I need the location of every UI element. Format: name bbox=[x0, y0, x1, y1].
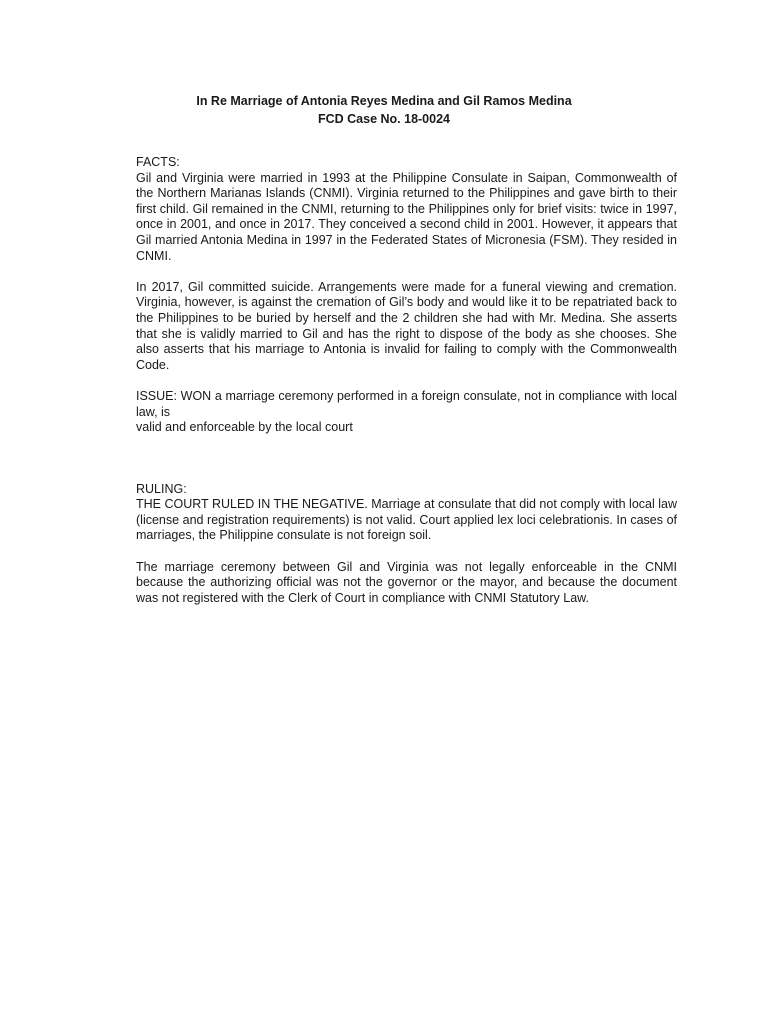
facts-paragraph-1: Gil and Virginia were married in 1993 at the Philippine Consulate in Saipan, Commonwealth of the Northern Marianas Islands (CNMI). Virginia returned to the Philippines and gave birth to their first child. Gil remained in the CNMI, returning to the Philippines only for brief visits: twice in 1997, once in 2001, and once in 2017. They conceived a second child in 2001. However, it appears that Gil married Antonia Medina in 1997 in the Federated States of Micronesia (FSM). They resided in CNMI. bbox=[136, 170, 677, 263]
facts-heading: FACTS: bbox=[136, 155, 180, 169]
document-title bbox=[0, 92, 768, 128]
facts-paragraph-2: In 2017, Gil committed suicide. Arrangements were made for a funeral viewing and cremation. Virginia, however, is against the cremation of Gil’s body and would like it to be repatriated back to the Philippines to be buried by herself and the 2 children she had with Mr. Medina. She asserts that she is validly married to Gil and has the right to dispose of the body as she chooses. She also asserts that his marriage to Antonia is invalid for failing to comply with the Commonwealth Code. bbox=[136, 279, 677, 372]
paragraph-spacer bbox=[136, 544, 677, 560]
ruling-heading: RULING: bbox=[136, 481, 187, 496]
paragraph-spacer bbox=[136, 373, 677, 389]
case-number: FCD Case No. 18-0024 bbox=[317, 112, 450, 126]
issue-paragraph: ISSUE: WON a marriage ceremony performed in a foreign consulate, not in compliance with local law, is bbox=[136, 388, 677, 419]
case-title: In Re Marriage of Antonia Reyes Medina and Gil Ramos Medina bbox=[196, 94, 572, 108]
paragraph-spacer bbox=[136, 264, 677, 280]
document-body bbox=[136, 155, 677, 606]
issue-continuation: valid and enforceable by the local court bbox=[136, 420, 353, 435]
ruling-paragraph-2: The marriage ceremony between Gil and Virginia was not legally enforceable in the CNMI because the authorizing official was not the governor or the mayor, and because the document was not registered with the Clerk of Court in compliance with CNMI Statutory Law. bbox=[136, 559, 677, 605]
section-spacer bbox=[136, 436, 677, 482]
ruling-paragraph-1: THE COURT RULED IN THE NEGATIVE. Marriage at consulate that did not comply with local law (license and registration requirements) is not valid. Court applied lex loci celebrationis. In cases of marriages, the Philippine consulate is not foreign soil. bbox=[136, 497, 677, 543]
